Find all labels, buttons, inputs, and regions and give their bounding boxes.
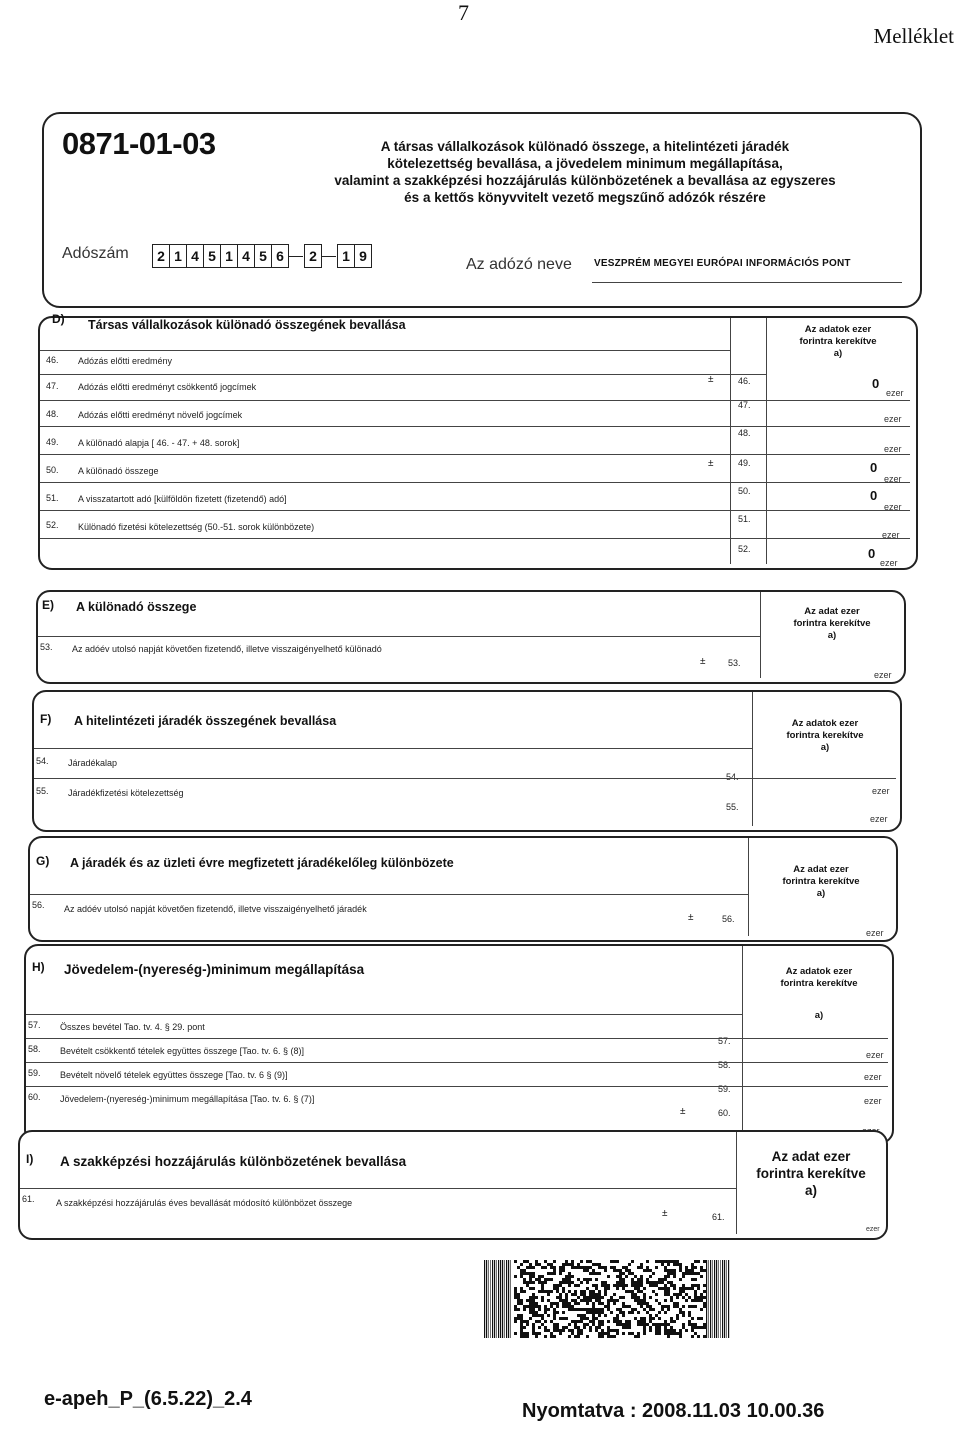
row-code: 53. <box>728 658 741 668</box>
digit-box: 5 <box>254 244 272 268</box>
row-divider <box>40 482 910 483</box>
row-divider <box>26 1086 888 1087</box>
unit-label: ezer <box>882 530 900 540</box>
row-divider <box>30 894 748 895</box>
column-header-line: a) <box>827 630 837 641</box>
adoszam-label: Adószám <box>62 245 129 262</box>
row-number: 51. <box>46 493 59 503</box>
row-number: 52. <box>46 520 59 530</box>
row-divider <box>26 1038 888 1039</box>
column-header-line: forintra kerekítve <box>756 1166 866 1181</box>
adozo-name-field[interactable]: VESZPRÉM MEGYEI EURÓPAI INFORMÁCIÓS PONT <box>594 258 851 269</box>
column-header-line: Az adatok ezer <box>785 966 853 977</box>
row-label: Jövedelem-(nyereség-)minimum megállapítása [Tao. tv. 6. § (7)] <box>60 1094 315 1104</box>
row-label: Bevételt csökkentő tételek együttes összege [Tao. tv. 6. § (8)] <box>60 1046 304 1056</box>
section-title: A szakképzési hozzájárulás különbözetének bevallása <box>60 1154 407 1169</box>
digit-separator <box>289 256 303 257</box>
row-number: 49. <box>46 437 59 447</box>
row-label: Az adóév utolsó napját követően fizetendő, illetve visszaigényelhető járadék <box>64 904 367 914</box>
adozo-label: Az adózó neve <box>466 256 572 273</box>
unit-label: ezer <box>866 928 884 938</box>
row-code: 54. <box>726 772 739 782</box>
unit-label: ezer <box>872 786 890 796</box>
row-divider <box>40 426 910 427</box>
row-divider <box>40 454 910 455</box>
digit-box: 2 <box>304 244 322 268</box>
section-letter: I) <box>26 1152 34 1166</box>
digit-box: 4 <box>237 244 255 268</box>
column-header-line: Az adatok ezer <box>791 718 859 729</box>
digit-box: 1 <box>169 244 187 268</box>
row-number: 50. <box>46 465 59 475</box>
row-label: Adózás előtti eredményt csökkentő jogcímek <box>78 382 257 392</box>
adozo-underline <box>592 282 902 283</box>
column-header <box>766 606 898 642</box>
code-column-divider <box>730 318 731 564</box>
row-number: 60. <box>28 1092 41 1102</box>
form-code: 0871-01-03 <box>62 126 216 161</box>
digit-box: 5 <box>203 244 221 268</box>
section-letter: E) <box>42 598 54 612</box>
row-number: 58. <box>28 1044 41 1054</box>
value-column-divider <box>766 318 767 564</box>
row-label: Adózás előtti eredményt növelő jogcímek <box>78 410 243 420</box>
page-number: 7 <box>458 0 469 25</box>
row-number: 55. <box>36 786 49 796</box>
annex-label: Melléklet <box>873 24 954 48</box>
form-title <box>305 138 865 206</box>
value-column-divider <box>748 838 749 936</box>
form-title-line: kötelezettség bevallása, a jövedelem minimum megállapítása, <box>387 156 783 171</box>
row-label: A különadó alapja [ 46. - 47. + 48. sorok] <box>78 438 240 448</box>
column-header-line: forintra kerekítve <box>782 876 860 887</box>
row-number: 53. <box>40 642 53 652</box>
unit-label: ezer <box>880 558 898 568</box>
row-value[interactable]: 0 <box>870 460 878 475</box>
column-header-line: Az adatok ezer <box>804 324 872 335</box>
row-divider <box>38 636 760 637</box>
row-divider <box>40 350 730 351</box>
row-label: Járadékalap <box>68 758 118 768</box>
column-header-line: forintra kerekítve <box>786 730 864 741</box>
unit-label: ezer <box>884 414 902 424</box>
digit-box: 1 <box>220 244 238 268</box>
column-header-line: a) <box>816 888 826 899</box>
row-divider <box>40 374 766 375</box>
unit-label: ezer <box>870 814 888 824</box>
section-title: Társas vállalkozások különadó összegének bevallása <box>88 318 406 332</box>
row-number: 56. <box>32 900 45 910</box>
digit-box: 6 <box>271 244 289 268</box>
column-header-line: forintra kerekítve <box>799 336 877 347</box>
row-number: 48. <box>46 409 59 419</box>
column-header-line: a) <box>833 348 843 359</box>
form-title-line: valamint a szakképzési hozzájárulás különbözetének a bevallása az egyszeres <box>334 173 836 188</box>
column-header <box>758 718 892 754</box>
section-title: A különadó összege <box>76 600 197 614</box>
row-code: 46. <box>738 376 751 386</box>
value-column-divider <box>752 692 753 826</box>
digit-separator <box>322 256 336 257</box>
row-divider <box>40 538 910 539</box>
row-number: 47. <box>46 381 59 391</box>
plus-minus-sign: ± <box>662 1208 668 1219</box>
row-label: Különadó fizetési kötelezettség (50.-51. sorok különbözete) <box>78 522 315 532</box>
row-divider <box>26 1014 742 1015</box>
row-label: Bevételt növelő tételek együttes összege [Tao. tv. 6 § (9)] <box>60 1070 288 1080</box>
software-version: e-apeh_P_(6.5.22)_2.4 <box>44 1388 252 1410</box>
section-title: A járadék és az üzleti évre megfizetett járadékelőleg különbözete <box>70 856 454 870</box>
section-letter: F) <box>40 712 52 726</box>
row-code: 47. <box>738 400 751 410</box>
plus-minus-sign: ± <box>688 912 694 923</box>
row-code: 60. <box>718 1108 731 1118</box>
row-divider <box>34 748 752 749</box>
section-letter: D) <box>52 312 65 326</box>
print-timestamp: Nyomtatva : 2008.11.03 10.00.36 <box>522 1400 825 1422</box>
row-code: 56. <box>722 914 735 924</box>
column-header-line: a) <box>804 1183 817 1198</box>
row-code: 48. <box>738 428 751 438</box>
unit-label: ezer <box>866 1226 880 1233</box>
column-header <box>742 1148 880 1199</box>
row-value[interactable]: 0 <box>870 488 878 503</box>
digit-box: 1 <box>337 244 355 268</box>
row-label: Az adóév utolsó napját követően fizetendő, illetve visszaigényelhető különadó <box>72 644 382 654</box>
plus-minus-sign: ± <box>700 656 706 667</box>
row-value[interactable]: 0 <box>868 546 876 561</box>
row-code: 55. <box>726 802 739 812</box>
row-label: Összes bevétel Tao. tv. 4. § 29. pont <box>60 1022 205 1032</box>
row-label: Járadékfizetési kötelezettség <box>68 788 184 798</box>
row-code: 49. <box>738 458 751 468</box>
digit-box: 2 <box>152 244 170 268</box>
unit-label: ezer <box>886 388 904 398</box>
plus-minus-sign: ± <box>680 1106 686 1117</box>
unit-label: ezer <box>884 474 902 484</box>
row-label: Adózás előtti eredmény <box>78 356 173 366</box>
plus-minus-sign: ± <box>708 458 714 469</box>
row-code: 57. <box>718 1036 731 1046</box>
value-column-divider <box>742 946 743 1138</box>
row-label: A különadó összege <box>78 466 159 476</box>
row-code: 50. <box>738 486 751 496</box>
row-divider <box>34 778 896 779</box>
section-title: Jövedelem-(nyereség-)minimum megállapítása <box>64 962 365 977</box>
adoszam-field[interactable] <box>152 244 371 268</box>
section-letter: H) <box>32 960 45 974</box>
row-code: 58. <box>718 1060 731 1070</box>
row-value[interactable]: 0 <box>872 376 880 391</box>
column-header-line: forintra kerekítve <box>793 618 871 629</box>
row-label: A szakképzési hozzájárulás éves bevallását módosító különbözet összege <box>56 1198 353 1208</box>
column-header <box>772 324 904 360</box>
row-divider <box>26 1062 888 1063</box>
value-column-divider <box>736 1132 737 1234</box>
column-header-line: Az adat ezer <box>804 606 860 617</box>
barcode-image <box>484 1260 732 1338</box>
row-divider <box>40 510 910 511</box>
row-number: 54. <box>36 756 49 766</box>
unit-label: ezer <box>866 1050 884 1060</box>
column-header-line: Az adat ezer <box>771 1149 851 1164</box>
row-number: 59. <box>28 1068 41 1078</box>
row-code: 52. <box>738 544 751 554</box>
unit-label: ezer <box>864 1072 882 1082</box>
column-header <box>754 864 888 900</box>
row-code: 59. <box>718 1084 731 1094</box>
row-number: 57. <box>28 1020 41 1030</box>
digit-box: 4 <box>186 244 204 268</box>
row-divider <box>20 1188 736 1189</box>
unit-label: ezer <box>884 502 902 512</box>
unit-label: ezer <box>874 670 892 680</box>
column-header <box>752 966 886 1022</box>
row-code: 51. <box>738 514 751 524</box>
section-title: A hitelintézeti járadék összegének bevallása <box>74 714 337 728</box>
row-divider <box>40 400 910 401</box>
form-title-line: A társas vállalkozások különadó összege, a hitelintézeti járadék <box>380 139 790 154</box>
column-header-line: a) <box>814 1010 824 1021</box>
section-f <box>32 690 902 832</box>
unit-label: ezer <box>864 1096 882 1106</box>
row-label: A visszatartott adó [külföldön fizetett (fizetendő) adó] <box>78 494 287 504</box>
digit-box: 9 <box>354 244 372 268</box>
row-number: 61. <box>22 1194 35 1204</box>
unit-label: ezer <box>884 444 902 454</box>
row-code: 61. <box>712 1212 725 1222</box>
plus-minus-sign: ± <box>708 374 714 385</box>
column-header-line: a) <box>820 742 830 753</box>
value-column-divider <box>760 592 761 678</box>
row-number: 46. <box>46 355 59 365</box>
column-header-line: Az adat ezer <box>793 864 849 875</box>
form-title-line: és a kettős könyvvitelt vezető megszűnő adózók részére <box>404 190 766 205</box>
column-header-line: forintra kerekítve <box>780 978 858 989</box>
section-letter: G) <box>36 854 50 868</box>
